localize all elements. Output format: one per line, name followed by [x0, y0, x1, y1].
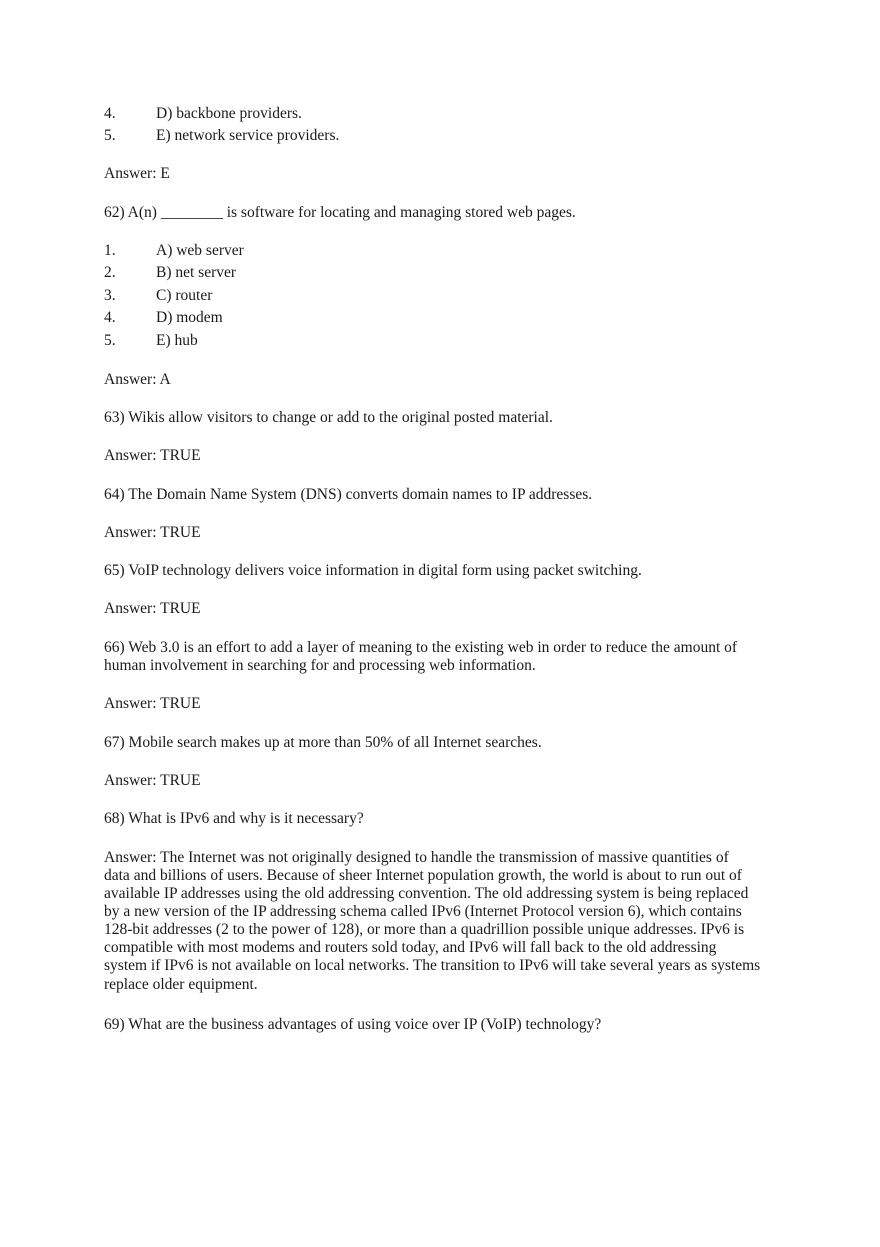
question-66-line: human involvement in searching for and processing web information.: [104, 657, 536, 674]
option-number: 5.: [104, 332, 116, 349]
question-64: 64) The Domain Name System (DNS) converts domain names to IP addresses.: [104, 486, 593, 503]
option-number: 3.: [104, 287, 116, 304]
answer-68-line: compatible with most modems and routers sold today, and IPv6 will fall back to the old addressing: [104, 939, 717, 956]
answer-68-line: data and billions of users. Because of sheer Internet population growth, the world is about to run out of: [104, 867, 742, 884]
option-text: C) router: [156, 287, 213, 304]
question-65: 65) VoIP technology delivers voice information in digital form using packet switching.: [104, 562, 642, 579]
option-item: [0, 127, 880, 145]
answer-68-line: Answer: The Internet was not originally designed to handle the transmission of massive quantities of: [104, 849, 729, 866]
option-item: [0, 287, 880, 305]
option-text: D) backbone providers.: [156, 105, 302, 122]
answer-68-line: by a new version of the IP addressing schema called IPv6 (Internet Protocol version 6), which contains: [104, 903, 742, 920]
answer-66: Answer: TRUE: [104, 695, 201, 712]
option-text: A) web server: [156, 242, 244, 259]
question-69: 69) What are the business advantages of using voice over IP (VoIP) technology?: [104, 1016, 602, 1033]
answer-67: Answer: TRUE: [104, 772, 201, 789]
option-item: [0, 105, 880, 123]
answer-65: Answer: TRUE: [104, 600, 201, 617]
option-text: E) hub: [156, 332, 198, 349]
answer-64: Answer: TRUE: [104, 524, 201, 541]
answer-63: Answer: TRUE: [104, 447, 201, 464]
option-text: D) modem: [156, 309, 223, 326]
option-item: [0, 309, 880, 327]
option-item: [0, 264, 880, 282]
option-number: 1.: [104, 242, 116, 259]
question-62: 62) A(n) ________ is software for locating and managing stored web pages.: [104, 204, 576, 221]
option-number: 5.: [104, 127, 116, 144]
question-68: 68) What is IPv6 and why is it necessary?: [104, 810, 364, 827]
option-item: [0, 332, 880, 350]
option-text: E) network service providers.: [156, 127, 340, 144]
answer-62: Answer: A: [104, 371, 171, 388]
option-number: 2.: [104, 264, 116, 281]
answer-68-line: replace older equipment.: [104, 976, 258, 993]
question-63: 63) Wikis allow visitors to change or add to the original posted material.: [104, 409, 553, 426]
answer-68-line: system if IPv6 is not available on local networks. The transition to IPv6 will take several years as systems: [104, 957, 761, 974]
question-66-line: 66) Web 3.0 is an effort to add a layer of meaning to the existing web in order to reduce the amount of: [104, 639, 738, 656]
answer-68-line: 128-bit addresses (2 to the power of 128), or more than a quadrillion possible unique addresses. IPv6 is: [104, 921, 745, 938]
answer-61: Answer: E: [104, 165, 170, 182]
question-67: 67) Mobile search makes up at more than 50% of all Internet searches.: [104, 734, 542, 751]
option-number: 4.: [104, 309, 116, 326]
option-number: 4.: [104, 105, 116, 122]
option-item: [0, 242, 880, 260]
option-text: B) net server: [156, 264, 237, 281]
answer-68-line: available IP addresses using the old addressing convention. The old addressing system is being replaced: [104, 885, 749, 902]
